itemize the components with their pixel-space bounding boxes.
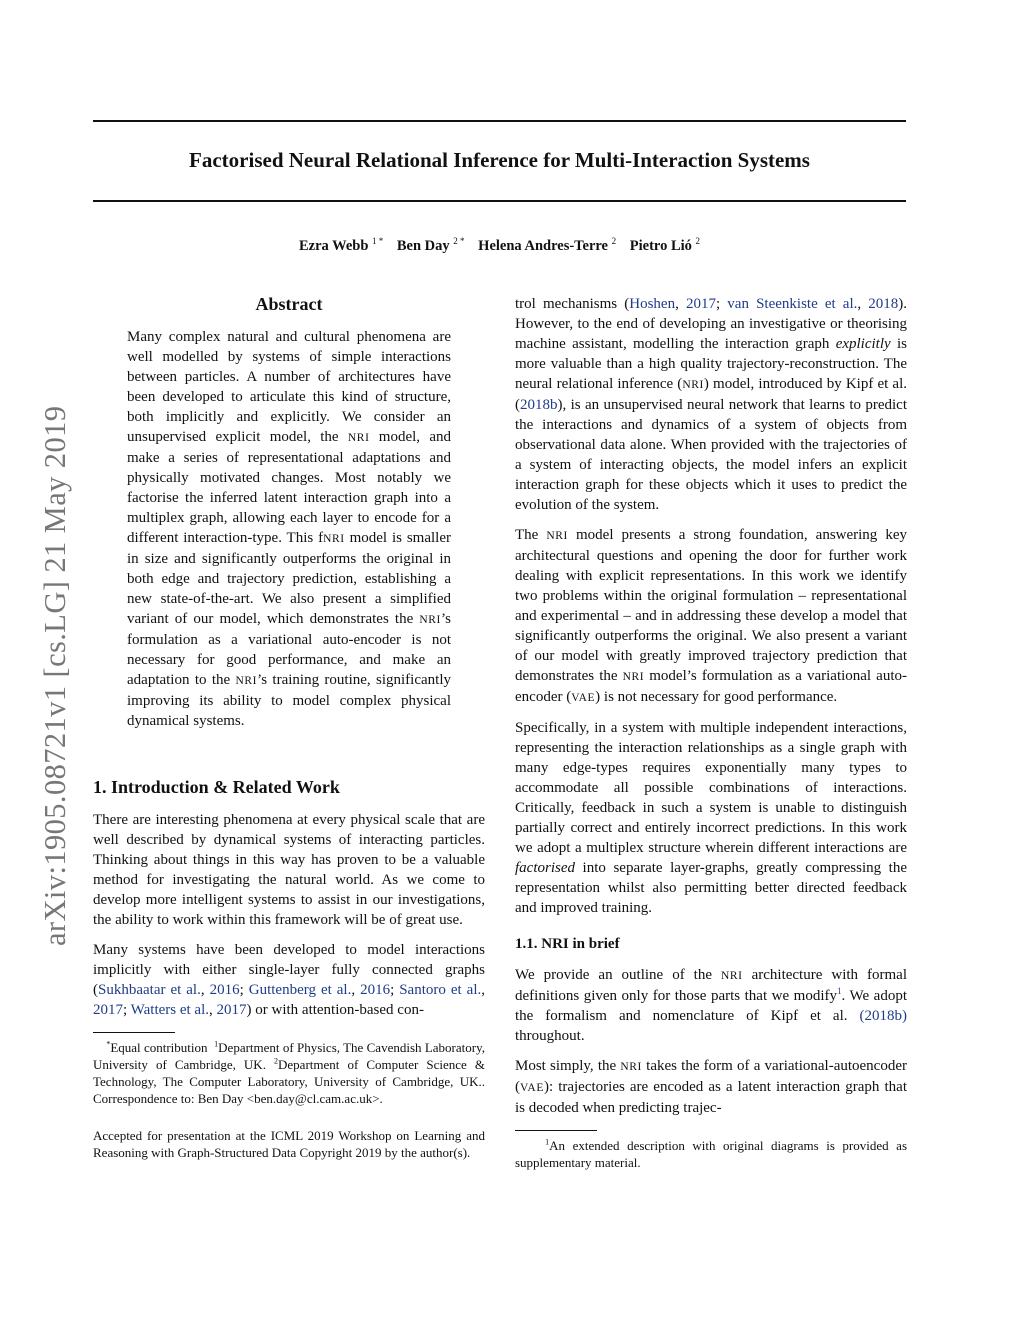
right-paragraph-5: Most simply, the NRI takes the form of a variational-autoencoder (VAE): trajectories are encoded as a latent interaction graph that is decoded when predicting trajec- [515, 1058, 907, 1116]
title-bottom-rule [93, 200, 906, 202]
author: Helena Andres-Terre $^2$ [478, 236, 617, 254]
right-paragraph-4: We provide an outline of the NRI architecture with formal definitions given only for those parts that we modify$^1$. We adopt the formalism and nomenclature of Kipf et al. (2018b) throughout. [515, 967, 907, 1044]
citation-link[interactable]: 2017 [216, 1002, 247, 1018]
section-heading: 1. Introduction & Related Work [93, 777, 340, 797]
citation-link[interactable]: Sukhbaatar et al. [98, 982, 201, 998]
author: Ezra Webb $^{1 *}$ [298, 236, 384, 254]
footnote-supplementary: $^1$An extended description with original diagrams is provided as supplementary material. [515, 1137, 907, 1170]
footnote-link[interactable]: 1 [837, 986, 842, 996]
right-paragraph-1: trol mechanisms (Hoshen, 2017; van Steenkiste et al., 2018). However, to the end of developing an investigative or theorising machine assistant, modelling the interaction graph explicitly is more valuable than a high quality trajectory-reconstruction. The neural relational inference (NRI) model, introduced by Kipf et al. (2018b), is an unsupervised neural network that learns to predict the interactions and dynamics of a system of objects from observational data alone. When provided with the trajectories of a system of interacting objects, the model infers an explicit interaction graph for these objects which it uses to predict the evolution of the system. [515, 296, 908, 513]
citation-link[interactable]: Hoshen [629, 296, 676, 312]
citation-link[interactable]: Guttenberg et al. [248, 982, 352, 998]
citation-link[interactable]: Santoro et al. [399, 982, 482, 998]
citation-link[interactable]: 2016 [360, 982, 391, 998]
footnote-accepted: Accepted for presentation at the ICML 2019 Workshop on Learning and Reasoning with Graph-Structured Data Copyright 2019 by the author(s). [93, 1128, 485, 1160]
footnote-affiliations: *Equal contribution $^1$Department of Physics, The Cavendish Laboratory, University of Cambridge, UK. $^2$Department of Computer Science & Technology, The Computer Laboratory, University of Cambridge, UK.. Correspondence to: Ben Day <ben.day@cl.cam.ac.uk>. [93, 1039, 485, 1106]
arxiv-stamp: arXiv:1905.08721v1 [cs.LG] 21 May 2019 [38, 405, 72, 946]
citation-link[interactable]: 2017 [685, 296, 716, 312]
left-column [93, 292, 485, 1161]
intro-paragraph-2: Many systems have been developed to model interactions implicitly with either single-layer fully connected graphs (Sukhbaatar et al., 2016; Guttenberg et al., 2016; Santoro et al., 2017; Watters et al., 2017) or with attention-based con- [93, 942, 485, 1018]
top-rule [93, 120, 906, 122]
citation-link[interactable]: 2018b [520, 397, 558, 413]
abstract-heading: Abstract [255, 294, 323, 314]
footnote-rule [93, 1032, 175, 1033]
author: Pietro Lió $^2$ [629, 236, 701, 254]
citation-link[interactable]: (2018b) [859, 1008, 907, 1024]
paper-title: Factorised Neural Relational Inference for Multi-Interaction Systems [189, 148, 810, 172]
right-column [515, 294, 907, 1171]
right-paragraph-3: Specifically, in a system with multiple independent interactions, representing the interaction relationships as a single graph with many edge-types requires exponentially many types to accommodate all possible combinations of interactions. Critically, feedback in such a system is unable to distinguish partially correct and entirely incorrect predictions. In this work we adopt a multiplex structure wherein different interactions are factorised into separate layer-graphs, greatly compressing the representation whilst also permitting better directed feedback and improved training. [515, 720, 907, 916]
citation-link[interactable]: van Steenkiste et al. [727, 296, 858, 312]
citation-link[interactable]: 2018 [868, 296, 899, 312]
right-paragraph-2: The NRI model presents a strong foundation, answering key architectural questions and opening the door for further work dealing with explicit representations. In this work we identify two problems within the original formulation – representational and experimental – and in addressing these develop a model that significantly outperforms the original. We also present a variant of our model with greatly improved trajectory prediction that demonstrates the NRI model’s formulation as a variational auto-encoder (VAE) is not necessary for good performance. [515, 527, 907, 705]
citation-link[interactable]: 2017 [93, 1002, 123, 1018]
subsection-heading: 1.1. NRI in brief [515, 936, 620, 952]
citation-link[interactable]: 2016 [209, 982, 240, 998]
intro-paragraph-1: There are interesting phenomena at every physical scale that are well described by dynamical systems of interacting particles. Thinking about things in this way has proven to be a valuable method for investigating the natural world. As we come to develop more intelligent systems to assist in our investigations, the ability to work within this framework will be of great use. [93, 812, 485, 928]
footnote-rule [515, 1130, 597, 1131]
abstract-body: Many complex natural and cultural phenomena are well modelled by systems of simple interactions between particles. A number of architectures have been developed to articulate this kind of structure, both implicitly and explicitly. We consider an unsupervised explicit model, the NRI model, and make a series of representational adaptations and physically motivated changes. Most notably we factorise the inferred latent interaction graph into a multiplex graph, allowing each layer to encode for a different interaction-type. This fNRI model is smaller in size and significantly outperforms the original in both edge and trajectory prediction, establishing a new state-of-the-art. We also present a simplified variant of our model, which demonstrates the NRI’s formulation as a variational auto-encoder is not necessary for good performance, and make an adaptation to the NRI’s training routine, significantly improving its ability to model complex physical dynamical systems. [127, 329, 451, 729]
author-list [93, 235, 906, 257]
author: Ben Day $^{2 *}$ [396, 236, 465, 254]
citation-link[interactable]: Watters et al. [130, 1002, 209, 1018]
